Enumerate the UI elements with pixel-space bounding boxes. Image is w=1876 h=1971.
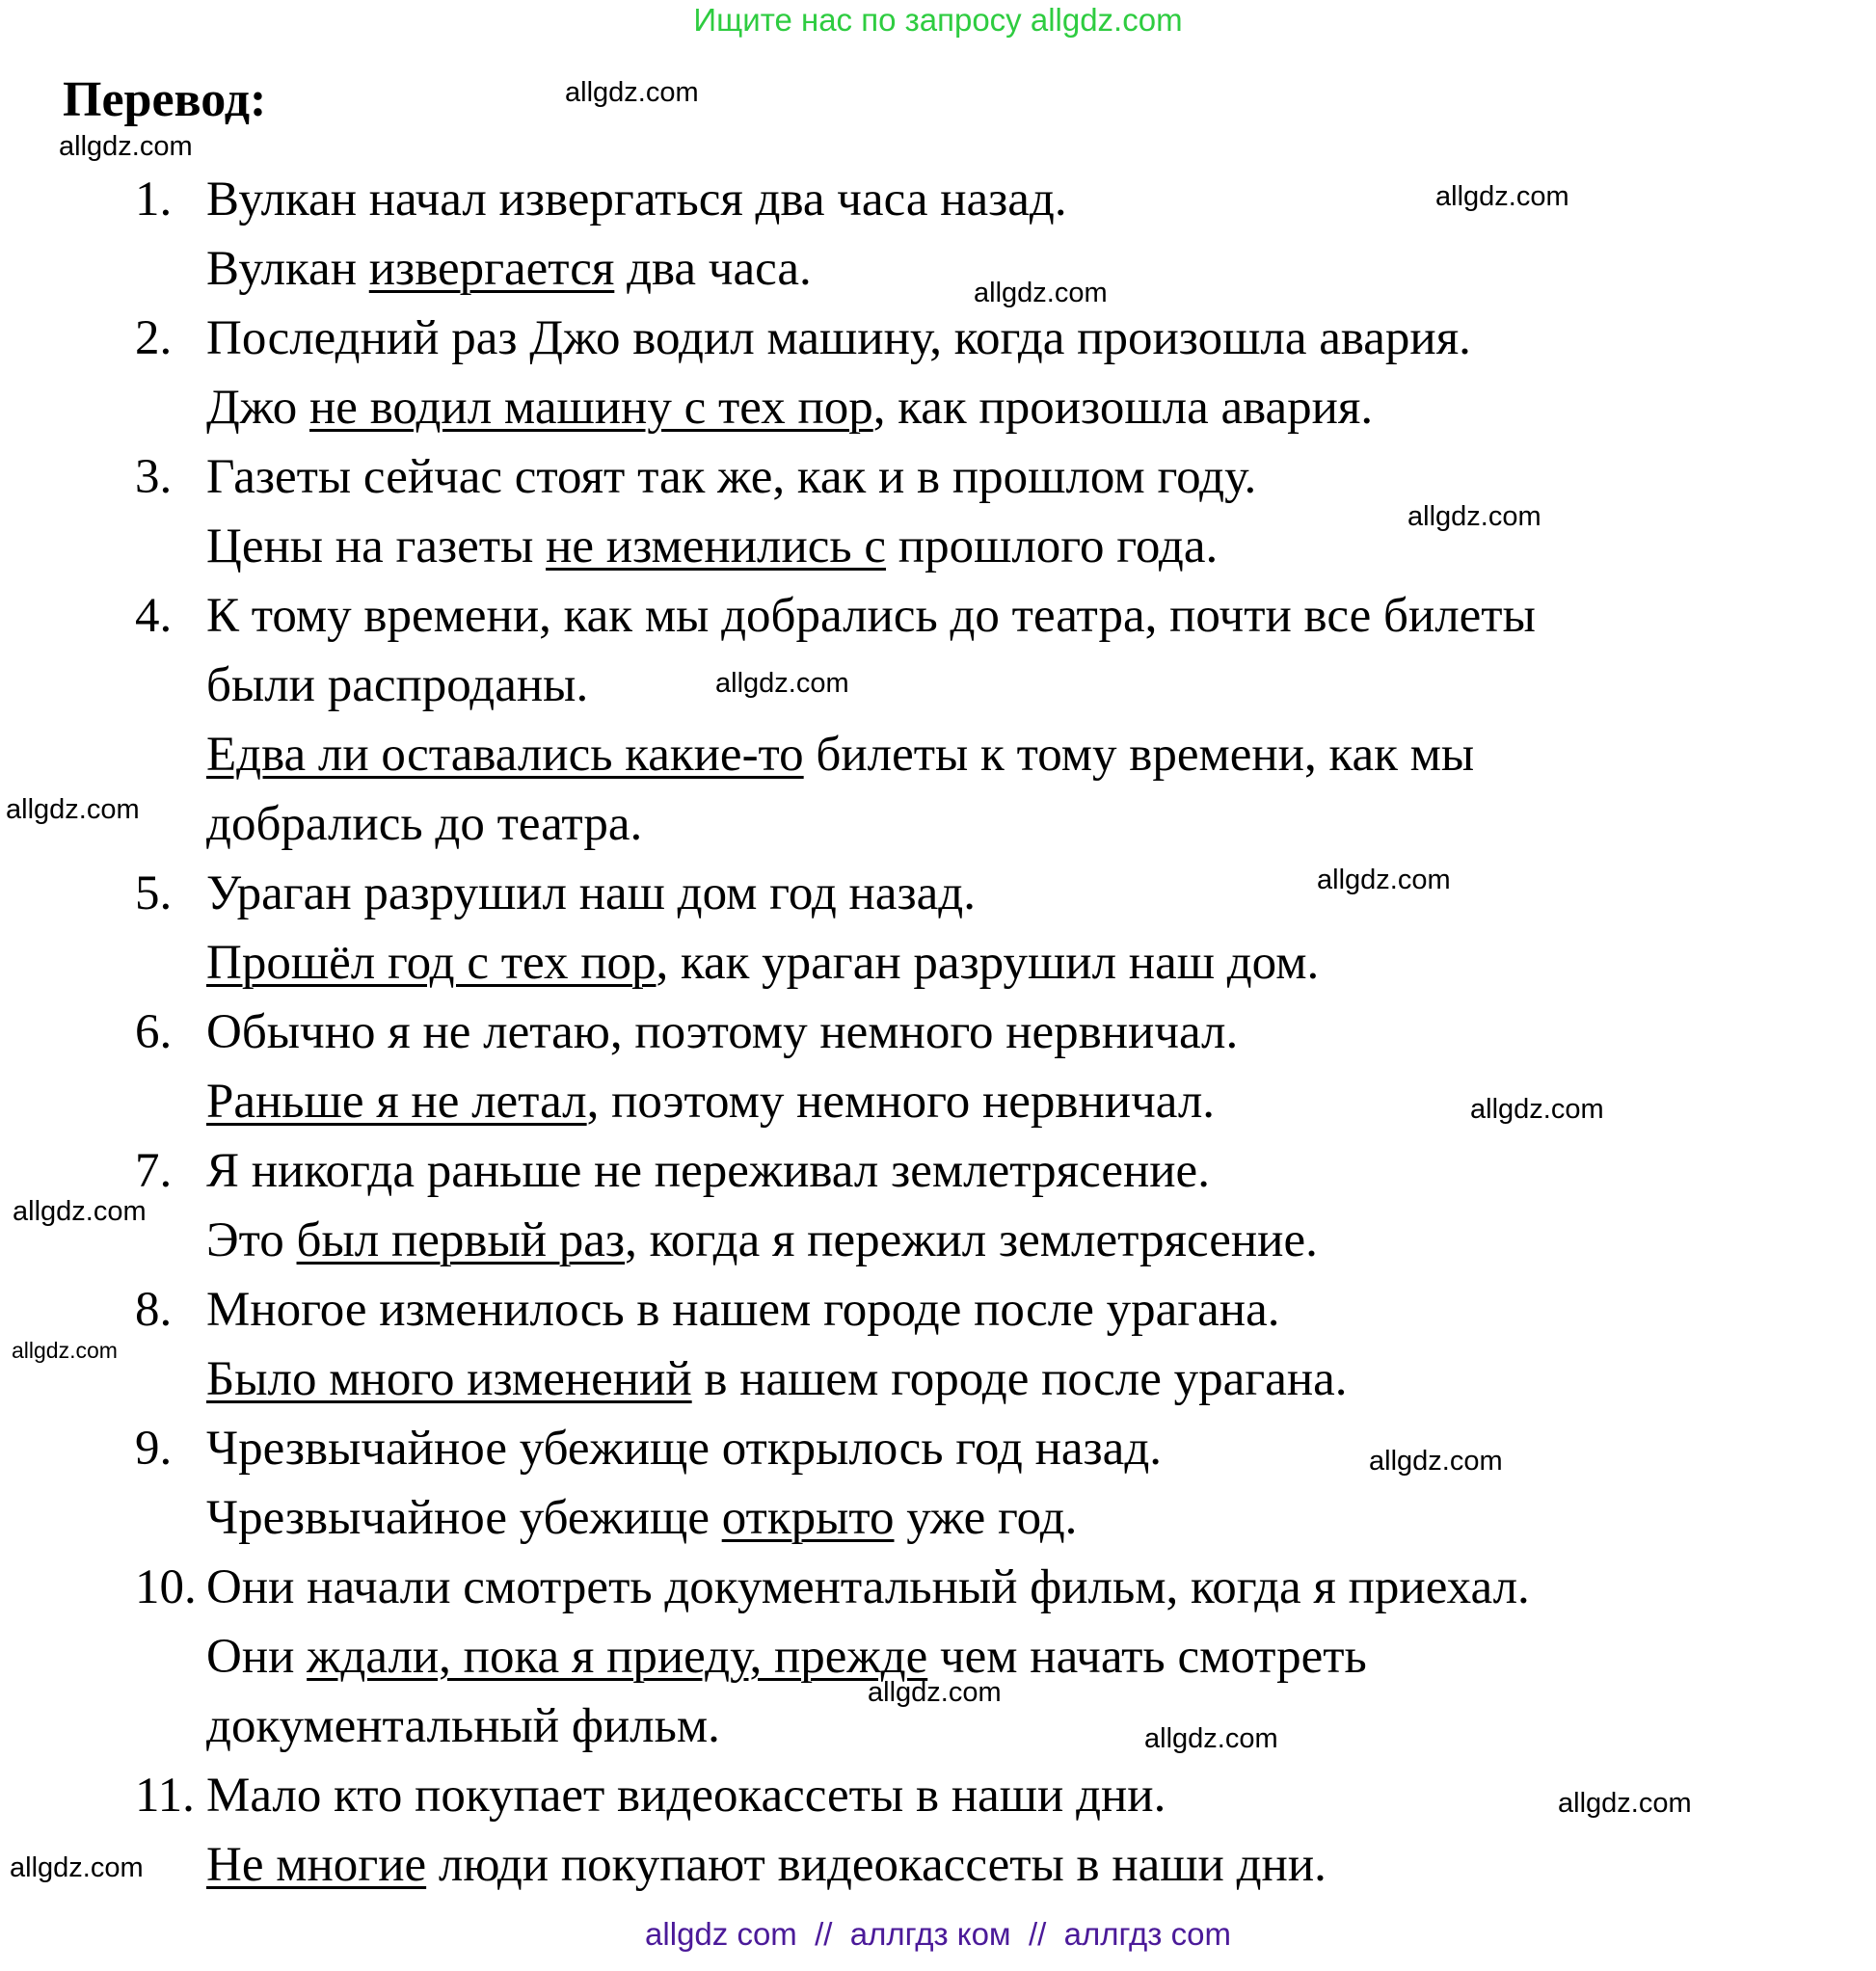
watermark: allgdz.com xyxy=(59,131,193,162)
text-segment: Цены на газеты xyxy=(206,519,547,573)
translation-line xyxy=(0,1830,1876,1900)
translation-line xyxy=(0,442,1876,512)
item-number: 1. xyxy=(135,173,173,226)
translation-line xyxy=(0,1136,1876,1206)
watermark: allgdz.com xyxy=(715,668,849,699)
watermark: allgdz.com xyxy=(10,1852,144,1883)
underlined-phrase: Прошёл год с тех пор xyxy=(206,936,657,990)
line-text xyxy=(206,234,812,304)
text-segment: Чрезвычайное убежище xyxy=(206,1491,722,1545)
item-number: 9. xyxy=(135,1422,173,1476)
item-number: 6. xyxy=(135,1005,173,1059)
text-segment: добрались до театра. xyxy=(206,797,643,851)
underlined-phrase: Едва ли оставались какие-то xyxy=(206,728,804,782)
line-text xyxy=(206,512,1218,581)
line-text xyxy=(206,581,1536,651)
translation-line xyxy=(0,304,1876,373)
watermark: allgdz.com xyxy=(1435,181,1569,212)
text-segment: Джо xyxy=(206,381,310,435)
item-number: 7. xyxy=(135,1144,173,1198)
watermark: allgdz.com xyxy=(12,1338,118,1363)
watermark: allgdz.com xyxy=(974,278,1108,308)
text-segment: прошлого года. xyxy=(886,519,1219,573)
line-text xyxy=(206,1275,1279,1345)
underlined-phrase: ждали, пока я приеду, прежде xyxy=(307,1630,928,1684)
text-segment: чем начать смотреть xyxy=(927,1630,1367,1684)
watermark: allgdz.com xyxy=(868,1677,1002,1708)
translation-line xyxy=(0,1275,1876,1345)
translation-line xyxy=(0,1414,1876,1483)
line-text xyxy=(206,1761,1166,1830)
text-segment: уже год. xyxy=(894,1491,1078,1545)
text-segment: , когда я пережил землетрясение. xyxy=(625,1213,1318,1267)
text-segment: Газеты сейчас стоят так же, как и в прошлом году. xyxy=(206,450,1257,504)
underlined-phrase: Было много изменений xyxy=(206,1352,692,1406)
line-text xyxy=(206,928,1319,998)
translation-line xyxy=(0,1553,1876,1622)
line-text xyxy=(206,720,1474,789)
line-text xyxy=(206,651,588,720)
text-segment: Чрезвычайное убежище открылось год назад. xyxy=(206,1422,1163,1476)
text-segment: Мало кто покупает видеокассеты в наши дни. xyxy=(206,1769,1166,1823)
translation-line xyxy=(0,1206,1876,1275)
text-segment: Последний раз Джо водил машину, когда произошла авария. xyxy=(206,311,1471,365)
text-segment: два часа. xyxy=(614,242,812,296)
translation-line xyxy=(0,789,1876,859)
footer-links[interactable]: allgdz com // аллгдз ком // аллгдз com xyxy=(645,1916,1231,1952)
line-text xyxy=(206,1483,1077,1553)
text-segment: Вулкан xyxy=(206,242,369,296)
watermark: allgdz.com xyxy=(1369,1446,1503,1477)
translation-line xyxy=(0,234,1876,304)
line-text xyxy=(206,1622,1367,1691)
line-text xyxy=(206,1414,1162,1483)
item-number: 4. xyxy=(135,589,173,643)
translation-line xyxy=(0,651,1876,720)
underlined-phrase: открыто xyxy=(721,1491,895,1545)
top-search-ad[interactable]: Ищите нас по запросу allgdz.com xyxy=(693,2,1183,38)
line-text xyxy=(206,165,1067,234)
item-number: 8. xyxy=(135,1283,173,1337)
line-text xyxy=(206,998,1238,1067)
line-text xyxy=(206,1345,1348,1414)
watermark: allgdz.com xyxy=(1144,1723,1278,1754)
watermark: allgdz.com xyxy=(1317,865,1451,895)
line-text xyxy=(206,789,642,859)
line-text xyxy=(206,1553,1530,1622)
text-segment: документальный фильм. xyxy=(206,1699,720,1753)
item-number: 10. xyxy=(135,1560,197,1614)
translation-line xyxy=(0,928,1876,998)
text-segment: , как произошла авария. xyxy=(872,381,1374,435)
line-text xyxy=(206,1136,1210,1206)
item-number: 11. xyxy=(135,1769,195,1823)
line-text xyxy=(206,1206,1318,1275)
translation-line xyxy=(0,720,1876,789)
line-text xyxy=(206,1830,1327,1900)
text-segment: Вулкан начал извергаться два часа назад. xyxy=(206,173,1067,226)
translation-line xyxy=(0,581,1876,651)
line-text xyxy=(206,304,1471,373)
page-title: Перевод: xyxy=(63,72,267,127)
translation-line xyxy=(0,998,1876,1067)
underlined-phrase: Не многие xyxy=(206,1838,427,1892)
watermark: allgdz.com xyxy=(6,794,140,825)
translation-line xyxy=(0,1345,1876,1414)
translation-list xyxy=(0,165,1876,1900)
line-text xyxy=(206,1691,720,1761)
underlined-phrase: был первый раз xyxy=(296,1213,626,1267)
text-segment: Я никогда раньше не переживал землетрясение. xyxy=(206,1144,1210,1198)
line-text xyxy=(206,859,976,928)
translation-line xyxy=(0,512,1876,581)
watermark: allgdz.com xyxy=(13,1196,147,1227)
text-segment: Ураган разрушил наш дом год назад. xyxy=(206,866,976,920)
underlined-phrase: не водил машину с тех пор xyxy=(309,381,873,435)
text-segment: в нашем городе после урагана. xyxy=(691,1352,1348,1406)
text-segment: Они xyxy=(206,1630,308,1684)
line-text xyxy=(206,1067,1215,1136)
watermark: allgdz.com xyxy=(565,77,699,108)
item-number: 5. xyxy=(135,866,173,920)
text-segment: Обычно я не летаю, поэтому немного нервничал. xyxy=(206,1005,1239,1059)
text-segment: люди покупают видеокассеты в наши дни. xyxy=(426,1838,1327,1892)
item-number: 2. xyxy=(135,311,173,365)
text-segment: Это xyxy=(206,1213,297,1267)
text-segment: , поэтому немного нервничал. xyxy=(586,1075,1216,1129)
watermark: allgdz.com xyxy=(1558,1788,1692,1819)
text-segment: , как ураган разрушил наш дом. xyxy=(656,936,1320,990)
text-segment: билеты к тому времени, как мы xyxy=(803,728,1475,782)
translation-line xyxy=(0,373,1876,442)
line-text xyxy=(206,373,1373,442)
watermark: allgdz.com xyxy=(1407,501,1541,532)
underlined-phrase: извергается xyxy=(368,242,615,296)
line-text xyxy=(206,442,1256,512)
item-number: 3. xyxy=(135,450,173,504)
text-segment: Многое изменилось в нашем городе после урагана. xyxy=(206,1283,1280,1337)
text-segment: К тому времени, как мы добрались до театра, почти все билеты xyxy=(206,589,1536,643)
watermark: allgdz.com xyxy=(1470,1094,1604,1125)
text-segment: были распроданы. xyxy=(206,658,589,712)
translation-line xyxy=(0,1483,1876,1553)
text-segment: Они начали смотреть документальный фильм, когда я приехал. xyxy=(206,1560,1530,1614)
translation-line xyxy=(0,859,1876,928)
underlined-phrase: Раньше я не летал xyxy=(206,1075,587,1129)
underlined-phrase: не изменились с xyxy=(546,519,887,573)
translation-line xyxy=(0,165,1876,234)
